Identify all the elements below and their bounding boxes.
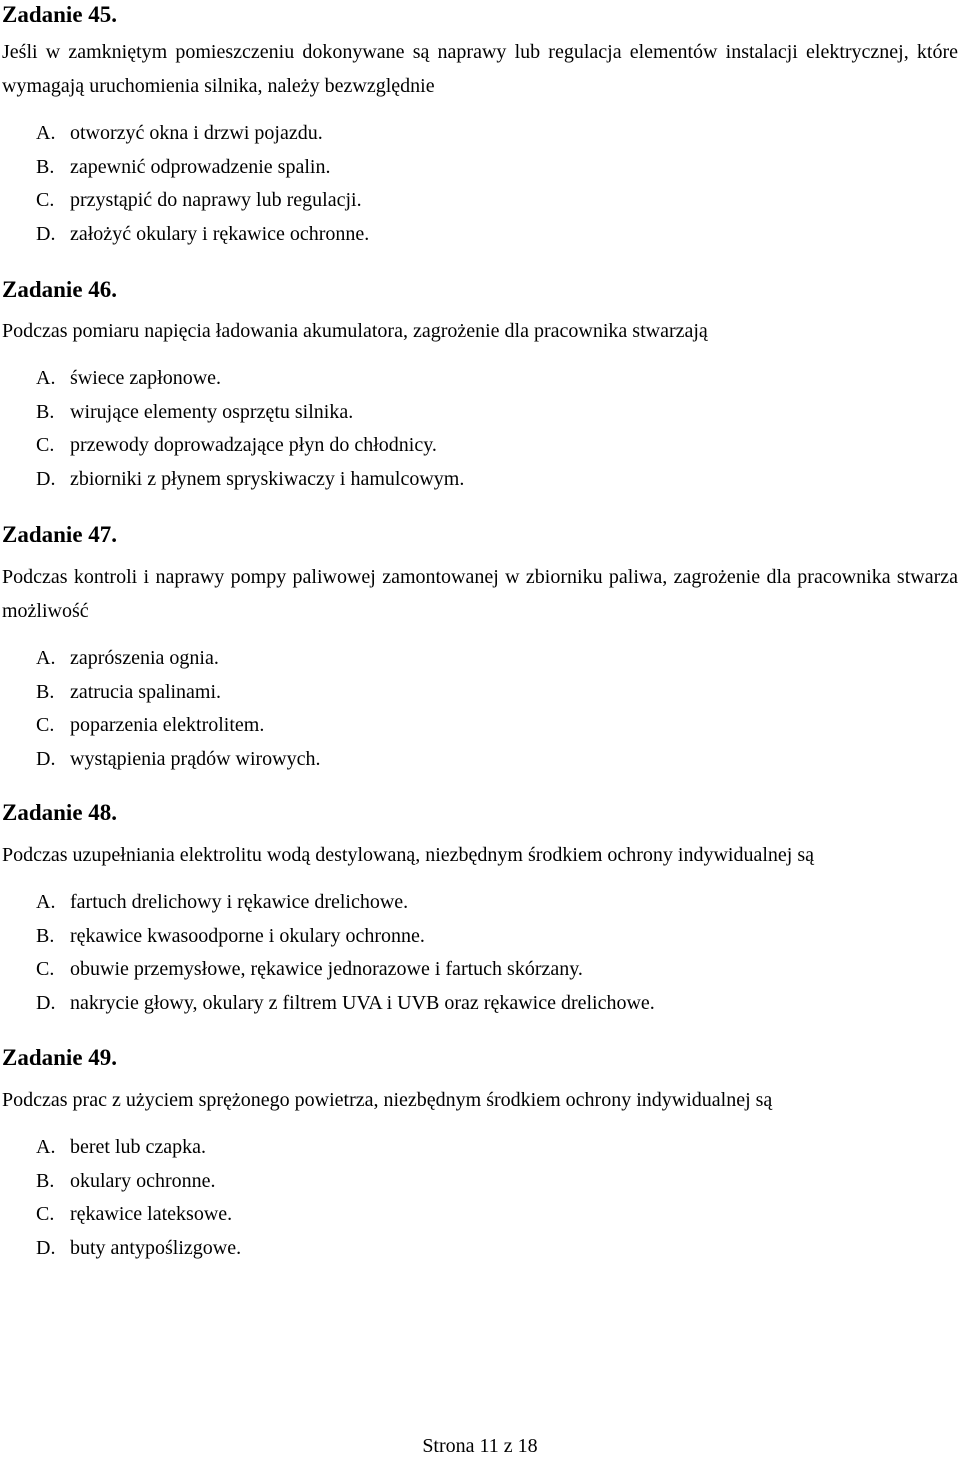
- answer-letter: A.: [36, 367, 56, 389]
- answer-letter: B.: [36, 1169, 55, 1192]
- answer-text: fartuch drelichowy i rękawice drelichowe.: [70, 891, 409, 913]
- answer-list: [2, 642, 958, 777]
- answer-text: nakrycie głowy, okulary z filtrem UVA i UVB oraz rękawice drelichowe.: [70, 992, 655, 1015]
- page-number: Strona 11 z 18: [422, 1435, 538, 1457]
- answer-list: [2, 886, 958, 1021]
- task-question: Jeśli w zamkniętym pomieszczeniu dokonywane są naprawy lub regulacja elementów instalacji elektrycznej, które wymagają uruchomienia silnika, należy bezwzględnie: [2, 41, 958, 97]
- answer-option-a: [36, 117, 958, 151]
- task-question: Podczas kontroli i naprawy pompy paliwowej zamontowanej w zbiorniku paliwa, zagrożenie dla pracownika stwarza możliwość: [2, 566, 958, 622]
- answer-option-d: [36, 987, 958, 1021]
- answer-text: okulary ochronne.: [70, 1169, 216, 1192]
- answer-letter: A.: [36, 1136, 56, 1158]
- answer-option-b: [36, 676, 958, 710]
- answer-letter: C.: [36, 434, 55, 457]
- answer-option-b: [36, 151, 958, 185]
- page-footer: [0, 1432, 960, 1460]
- answer-option-a: [36, 362, 958, 396]
- task-question: Podczas prac z użyciem sprężonego powietrza, niezbędnym środkiem ochrony indywidualnej są: [2, 1089, 773, 1111]
- task-48: [2, 798, 958, 1021]
- answer-text: wystąpienia prądów wirowych.: [70, 748, 321, 771]
- answer-letter: B.: [36, 400, 55, 423]
- answer-letter: A.: [36, 122, 56, 144]
- answer-list: [2, 362, 958, 497]
- answer-option-d: [36, 463, 958, 497]
- answer-text: przystąpić do naprawy lub regulacji.: [70, 189, 362, 212]
- answer-letter: D.: [36, 748, 56, 771]
- answer-letter: B.: [36, 680, 55, 703]
- answer-letter: A.: [36, 647, 56, 669]
- answer-option-c: [36, 953, 958, 987]
- task-46: [2, 275, 958, 497]
- answer-letter: D.: [36, 223, 56, 246]
- answer-letter: C.: [36, 189, 55, 212]
- task-47: [2, 520, 958, 777]
- task-45: [2, 0, 958, 252]
- answer-option-c: [36, 1198, 958, 1232]
- answer-list: [2, 117, 958, 252]
- task-title: Zadanie 48.: [2, 800, 118, 825]
- answer-option-b: [36, 1165, 958, 1199]
- answer-option-c: [36, 709, 958, 743]
- answer-text: wirujące elementy osprzętu silnika.: [70, 400, 354, 423]
- answer-text: zbiorniki z płynem spryskiwaczy i hamulcowym.: [70, 468, 465, 491]
- answer-option-b: [36, 920, 958, 954]
- answer-letter: A.: [36, 891, 56, 913]
- answer-text: zatrucia spalinami.: [70, 680, 222, 703]
- answer-letter: D.: [36, 1237, 56, 1260]
- answer-text: poparzenia elektrolitem.: [70, 714, 265, 737]
- answer-text: założyć okulary i rękawice ochronne.: [70, 223, 370, 246]
- answer-letter: B.: [36, 155, 55, 178]
- answer-option-a: [36, 1131, 958, 1165]
- answer-letter: D.: [36, 992, 56, 1015]
- answer-option-a: [36, 886, 958, 920]
- answer-text: obuwie przemysłowe, rękawice jednorazowe i fartuch skórzany.: [70, 958, 583, 981]
- answer-list: [2, 1131, 958, 1266]
- answer-option-c: [36, 429, 958, 463]
- answer-option-b: [36, 396, 958, 430]
- answer-text: buty antypoślizgowe.: [70, 1237, 242, 1260]
- answer-text: rękawice kwasoodporne i okulary ochronne.: [70, 924, 425, 947]
- answer-letter: C.: [36, 1203, 55, 1226]
- answer-text: rękawice lateksowe.: [70, 1203, 233, 1226]
- answer-option-d: [36, 218, 958, 252]
- task-title: Zadanie 47.: [2, 522, 118, 547]
- task-title: Zadanie 45.: [2, 2, 118, 27]
- task-question: Podczas uzupełniania elektrolitu wodą destylowaną, niezbędnym środkiem ochrony indywidualnej są: [2, 844, 815, 866]
- answer-text: beret lub czapka.: [70, 1136, 207, 1158]
- answer-option-d: [36, 743, 958, 777]
- answer-option-c: [36, 184, 958, 218]
- task-title: Zadanie 49.: [2, 1045, 118, 1070]
- answer-text: przewody doprowadzające płyn do chłodnicy.: [70, 434, 437, 457]
- answer-text: zaprószenia ognia.: [70, 647, 219, 669]
- task-title: Zadanie 46.: [2, 277, 118, 302]
- answer-letter: D.: [36, 468, 56, 491]
- answer-letter: C.: [36, 714, 55, 737]
- answer-text: świece zapłonowe.: [70, 367, 222, 389]
- answer-letter: C.: [36, 958, 55, 981]
- task-question: Podczas pomiaru napięcia ładowania akumulatora, zagrożenie dla pracownika stwarzają: [2, 320, 708, 342]
- answer-text: otworzyć okna i drzwi pojazdu.: [70, 122, 323, 144]
- answer-option-a: [36, 642, 958, 676]
- answer-text: zapewnić odprowadzenie spalin.: [70, 155, 331, 178]
- answer-option-d: [36, 1232, 958, 1266]
- task-49: [2, 1043, 958, 1266]
- answer-letter: B.: [36, 924, 55, 947]
